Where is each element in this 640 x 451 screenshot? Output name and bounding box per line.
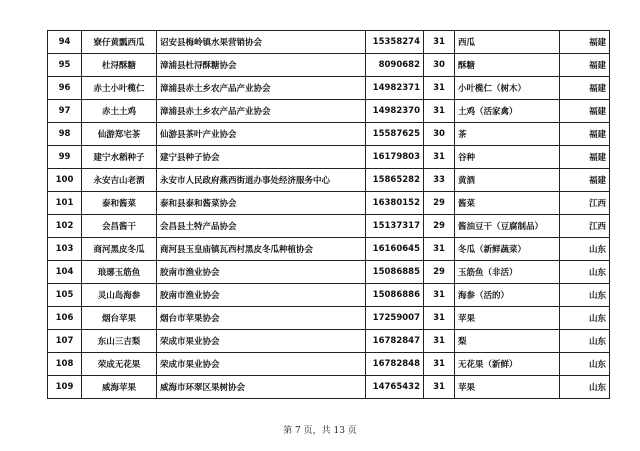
mark-name: 威海苹果 (82, 376, 157, 399)
registration-number: 14765432 (366, 376, 424, 399)
row-number: 104 (48, 261, 82, 284)
registry-table (47, 30, 610, 399)
class-number: 29 (424, 261, 455, 284)
registration-number: 8090682 (366, 54, 424, 77)
row-number: 107 (48, 330, 82, 353)
province: 福建 (560, 77, 610, 100)
class-number: 31 (424, 376, 455, 399)
registrant-org: 泰和县泰和酱菜协会 (157, 192, 366, 215)
product: 西瓜 (455, 31, 560, 54)
table-row (48, 284, 610, 307)
mark-name: 荣成无花果 (82, 353, 157, 376)
product: 无花果（新鲜） (455, 353, 560, 376)
product: 苹果 (455, 307, 560, 330)
registration-number: 14982371 (366, 77, 424, 100)
row-number: 99 (48, 146, 82, 169)
class-number: 31 (424, 31, 455, 54)
registrant-org: 建宁县种子协会 (157, 146, 366, 169)
mark-name: 琅琊玉筋鱼 (82, 261, 157, 284)
product: 苹果 (455, 376, 560, 399)
class-number: 30 (424, 54, 455, 77)
product: 小叶榄仁（树木） (455, 77, 560, 100)
class-number: 31 (424, 146, 455, 169)
table-row (48, 376, 610, 399)
row-number: 101 (48, 192, 82, 215)
mark-name: 建宁水稻种子 (82, 146, 157, 169)
mark-name: 烟台苹果 (82, 307, 157, 330)
mark-name: 会昌酱干 (82, 215, 157, 238)
registrant-org: 漳浦县赤土乡农产品产业协会 (157, 100, 366, 123)
province: 山东 (560, 307, 610, 330)
product: 酱菜 (455, 192, 560, 215)
class-number: 30 (424, 123, 455, 146)
table-row (48, 353, 610, 376)
province: 福建 (560, 100, 610, 123)
product: 茶 (455, 123, 560, 146)
table-row (48, 307, 610, 330)
mark-name: 寮仔黄瓢西瓜 (82, 31, 157, 54)
province: 福建 (560, 54, 610, 77)
table-row (48, 77, 610, 100)
class-number: 31 (424, 100, 455, 123)
mark-name: 商河黑皮冬瓜 (82, 238, 157, 261)
registration-number: 17259007 (366, 307, 424, 330)
product: 土鸡（活家禽） (455, 100, 560, 123)
province: 福建 (560, 123, 610, 146)
class-number: 31 (424, 330, 455, 353)
row-number: 103 (48, 238, 82, 261)
product: 黄酒 (455, 169, 560, 192)
row-number: 105 (48, 284, 82, 307)
mark-name: 灵山岛海参 (82, 284, 157, 307)
registration-number: 16380152 (366, 192, 424, 215)
registrant-org: 漳浦县赤土乡农产品产业协会 (157, 77, 366, 100)
province: 福建 (560, 169, 610, 192)
page-footer: 第 7 页，共 13 页 (283, 426, 357, 436)
registrant-org: 会昌县土特产品协会 (157, 215, 366, 238)
registration-number: 15086886 (366, 284, 424, 307)
class-number: 29 (424, 192, 455, 215)
registrant-org: 仙游县茶叶产业协会 (157, 123, 366, 146)
registrant-org: 荣成市果业协会 (157, 330, 366, 353)
mark-name: 赤土土鸡 (82, 100, 157, 123)
row-number: 106 (48, 307, 82, 330)
row-number: 108 (48, 353, 82, 376)
registrant-org: 胶南市渔业协会 (157, 284, 366, 307)
product: 玉筋鱼（非活） (455, 261, 560, 284)
product: 谷种 (455, 146, 560, 169)
table-row (48, 192, 610, 215)
row-number: 94 (48, 31, 82, 54)
province: 山东 (560, 238, 610, 261)
product: 梨 (455, 330, 560, 353)
registrant-org: 永安市人民政府燕西街道办事处经济服务中心 (157, 169, 366, 192)
registrant-org: 威海市环翠区果树协会 (157, 376, 366, 399)
class-number: 31 (424, 307, 455, 330)
row-number: 95 (48, 54, 82, 77)
province: 福建 (560, 31, 610, 54)
registrant-org: 诏安县梅岭镇水果营销协会 (157, 31, 366, 54)
table-row (48, 31, 610, 54)
row-number: 97 (48, 100, 82, 123)
registrant-org: 荣成市果业协会 (157, 353, 366, 376)
product: 冬瓜（新鲜蔬菜） (455, 238, 560, 261)
row-number: 102 (48, 215, 82, 238)
registrant-org: 漳浦县杜浔酥糖协会 (157, 54, 366, 77)
product: 酥糖 (455, 54, 560, 77)
registration-number: 16782848 (366, 353, 424, 376)
registration-number: 16782847 (366, 330, 424, 353)
mark-name: 永安吉山老酒 (82, 169, 157, 192)
class-number: 31 (424, 238, 455, 261)
table-row (48, 238, 610, 261)
registration-number: 16179803 (366, 146, 424, 169)
registration-number: 15865282 (366, 169, 424, 192)
table-row (48, 146, 610, 169)
table-row (48, 330, 610, 353)
province: 江西 (560, 192, 610, 215)
registrant-org: 商河县玉皇庙镇瓦西村黑皮冬瓜种植协会 (157, 238, 366, 261)
class-number: 31 (424, 284, 455, 307)
registration-number: 15137317 (366, 215, 424, 238)
row-number: 109 (48, 376, 82, 399)
row-number: 96 (48, 77, 82, 100)
table-row (48, 123, 610, 146)
table-row (48, 215, 610, 238)
registrant-org: 胶南市渔业协会 (157, 261, 366, 284)
registration-number: 15587625 (366, 123, 424, 146)
product: 海参（活的） (455, 284, 560, 307)
province: 山东 (560, 261, 610, 284)
province: 山东 (560, 330, 610, 353)
table-row (48, 169, 610, 192)
registration-number: 16160645 (366, 238, 424, 261)
mark-name: 杜浔酥糖 (82, 54, 157, 77)
province: 福建 (560, 146, 610, 169)
registrant-org: 烟台市苹果协会 (157, 307, 366, 330)
province: 山东 (560, 284, 610, 307)
row-number: 98 (48, 123, 82, 146)
province: 山东 (560, 376, 610, 399)
table-row (48, 100, 610, 123)
class-number: 33 (424, 169, 455, 192)
province: 山东 (560, 353, 610, 376)
table-row (48, 261, 610, 284)
mark-name: 东山三吉梨 (82, 330, 157, 353)
mark-name: 泰和酱菜 (82, 192, 157, 215)
mark-name: 赤土小叶榄仁 (82, 77, 157, 100)
table-body (48, 31, 610, 399)
mark-name: 仙游郑宅茶 (82, 123, 157, 146)
province: 江西 (560, 215, 610, 238)
class-number: 29 (424, 215, 455, 238)
registration-number: 14982370 (366, 100, 424, 123)
registration-number: 15358274 (366, 31, 424, 54)
class-number: 31 (424, 77, 455, 100)
table-row (48, 54, 610, 77)
product: 酱油豆干（豆腐制品） (455, 215, 560, 238)
class-number: 31 (424, 353, 455, 376)
registration-number: 15086885 (366, 261, 424, 284)
row-number: 100 (48, 169, 82, 192)
